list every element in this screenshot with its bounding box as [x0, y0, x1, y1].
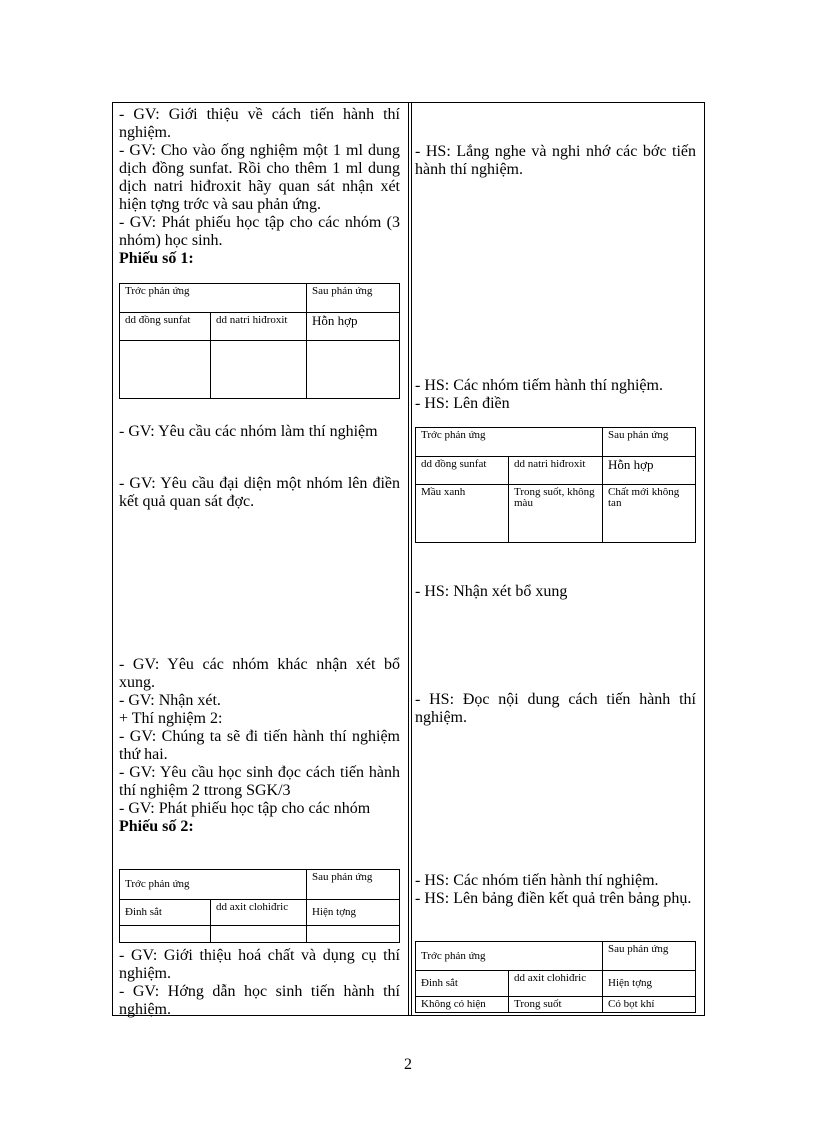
worksheet-title: Phiếu số 1:: [119, 250, 194, 267]
cell: dd axit clohiđric: [509, 971, 603, 997]
student-activity: [415, 872, 696, 908]
paragraph: - GV: Yêu cầu đại diện một nhóm lên điền kết quả quan sát đợc.: [119, 475, 400, 510]
header-before: Trớc phản ứng: [416, 942, 603, 971]
cell: [120, 926, 211, 943]
student-activity: [415, 377, 696, 413]
student-activity: [415, 143, 696, 179]
paragraph: - GV: Giới thiệu hoá chất và dụng cụ thí nghiệm.: [119, 947, 400, 982]
cell: Trong suốt, không màu: [509, 485, 603, 543]
worksheet-title: Phiếu số 2:: [119, 818, 194, 835]
paragraph: - GV: Phát phiếu học tập cho các nhóm (3 nhóm) học sinh.: [119, 214, 400, 249]
paragraph: - HS: Các nhóm tiếm hành thí nghiệm.: [415, 377, 663, 394]
cell: Chất mới không tan: [603, 485, 696, 543]
student-activity: [415, 691, 696, 727]
cell: [307, 341, 400, 399]
student-activity: [415, 583, 696, 601]
cell: dd natri hiđroxit: [211, 313, 307, 341]
paragraph: - GV: Nhận xét.: [119, 692, 221, 709]
teacher-activity: [119, 656, 400, 836]
paragraph: - HS: Nhận xét bổ xung: [415, 583, 568, 600]
teacher-activity: [119, 106, 400, 268]
paragraph: - HS: Đọc nội dung cách tiến hành thí nghiệm.: [415, 691, 696, 726]
worksheet-table-1: [119, 283, 400, 399]
header-after: Sau phản ứng: [307, 870, 400, 900]
cell: Đinh sắt: [416, 971, 509, 997]
paragraph: - GV: Chúng ta sẽ đi tiến hành thí nghiệm thứ hai.: [119, 728, 400, 763]
cell: Mầu xanh: [416, 485, 509, 543]
cell: [211, 341, 307, 399]
cell: [307, 926, 400, 943]
cell: [120, 341, 211, 399]
page-number: 2: [404, 1056, 412, 1073]
worksheet-table-2-filled: [415, 941, 696, 1013]
paragraph: - GV: Giới thiệu về cách tiến hành thí nghiệm.: [119, 106, 400, 141]
cell: Đinh sắt: [120, 900, 211, 926]
teacher-activity: [119, 947, 400, 1019]
cell: dd đồng sunfat: [416, 457, 509, 485]
header-before: Trớc phản ứng: [120, 284, 307, 313]
cell: dd axit clohiđric: [211, 900, 307, 926]
paragraph: - GV: Yêu cầu các nhóm làm thí nghiệm: [119, 423, 378, 440]
teacher-activity: [119, 475, 400, 511]
paragraph: - GV: Yêu cầu học sinh đọc cách tiến hành thí nghiệm 2 ttrong SGK/3: [119, 764, 400, 799]
paragraph: - HS: Lên điền: [415, 395, 510, 412]
paragraph: - GV: Hớng dẫn học sinh tiến hành thí nghiệm.: [119, 983, 400, 1018]
paragraph: - HS: Lên bảng điền kết quả trên bảng phụ.: [415, 890, 692, 907]
cell: [211, 926, 307, 943]
paragraph: - HS: Các nhóm tiến hành thí nghiệm.: [415, 872, 659, 889]
header-before: Trớc phản ứng: [120, 870, 307, 900]
header-before: Trớc phản ứng: [416, 428, 603, 457]
cell: dd đồng sunfat: [120, 313, 211, 341]
paragraph: + Thí nghiệm 2:: [119, 710, 223, 727]
cell: Hiện tợng: [307, 900, 400, 926]
column-divider: [411, 102, 412, 1016]
header-after: Sau phản ứng: [603, 428, 696, 457]
worksheet-table-2: [119, 869, 400, 943]
teacher-activity: [119, 423, 400, 441]
header-after: Sau phản ứng: [603, 942, 696, 971]
cell: Trong suốt: [509, 997, 603, 1013]
cell: Hỗn hợp: [307, 313, 400, 341]
paragraph: - GV: Yêu các nhóm khác nhận xét bổ xung.: [119, 656, 400, 691]
cell: Hiện tợng: [603, 971, 696, 997]
cell: Có bọt khí: [603, 997, 696, 1013]
cell: Không có hiện: [416, 997, 509, 1013]
header-after: Sau phản ứng: [307, 284, 400, 313]
cell: Hỗn hợp: [603, 457, 696, 485]
paragraph: - HS: Lắng nghe và nghi nhớ các bớc tiến hành thí nghiệm.: [415, 143, 696, 178]
paragraph: - GV: Cho vào ống nghiệm một 1 ml dung dịch đồng sunfat. Rồi cho thêm 1 ml dung dịch natri hiđroxit hãy quan sát nhận xét hiện tợng trớc và sau phản ứng.: [119, 142, 400, 213]
cell: dd natri hiđroxit: [509, 457, 603, 485]
worksheet-table-1-filled: [415, 427, 696, 543]
column-divider: [408, 102, 409, 1016]
paragraph: - GV: Phát phiếu học tập cho các nhóm: [119, 800, 371, 817]
